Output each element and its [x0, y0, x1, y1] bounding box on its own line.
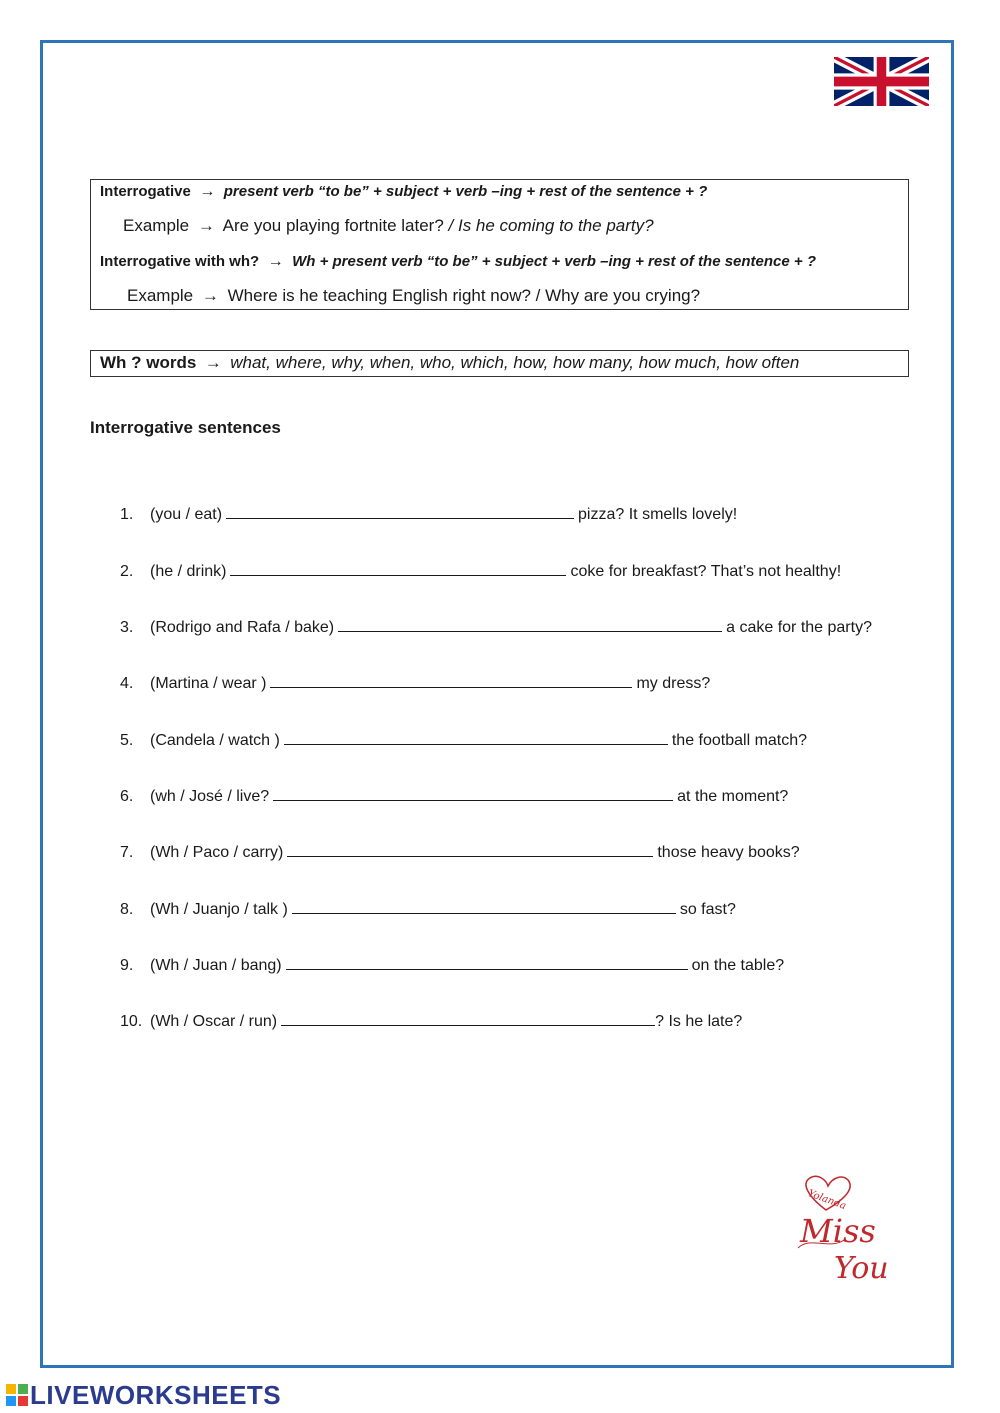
exercise-item — [120, 955, 784, 975]
answer-blank[interactable] — [281, 1011, 655, 1026]
exercise-ending: on the table? — [691, 957, 785, 974]
arrow-icon: → — [204, 353, 222, 372]
signature-line1: Miss — [800, 1212, 876, 1250]
exercise-item — [120, 842, 800, 862]
wh-words-title: Wh ? words — [100, 353, 197, 372]
exercise-number: 6. — [120, 788, 134, 805]
answer-blank[interactable] — [287, 842, 653, 857]
interrogative-wh-title: Interrogative with wh? — [100, 253, 260, 270]
exercise-ending: pizza? It smells lovely! — [578, 506, 738, 523]
exercise-prompt: (Candela / watch ) — [150, 732, 280, 749]
exercise-prompt: (Wh / Paco / carry) — [150, 844, 284, 861]
answer-blank[interactable] — [226, 504, 574, 519]
interrogative-example — [123, 216, 654, 236]
wh-words-list: what, where, why, when, who, which, how, how many, how much, how often — [230, 353, 800, 372]
interrogative-title: Interrogative — [100, 183, 191, 200]
exercise-ending: at the moment? — [677, 788, 789, 805]
exercise-number: 7. — [120, 844, 134, 861]
exercise-number: 3. — [120, 619, 134, 636]
exercise-number: 9. — [120, 957, 134, 974]
exercise-prompt: (Wh / Juan / bang) — [150, 957, 282, 974]
exercise-prompt: (Wh / Juanjo / talk ) — [150, 901, 288, 918]
exercise-prompt: (wh / José / live? — [150, 788, 270, 805]
section-title: Interrogative sentences — [90, 418, 281, 437]
example-text-italic: / Is he coming to the party? — [448, 216, 654, 235]
answer-blank[interactable] — [292, 899, 676, 914]
wh-words-box — [90, 350, 909, 377]
interrogative-rule — [100, 183, 707, 201]
arrow-icon: → — [199, 183, 216, 200]
uk-flag-icon — [834, 57, 929, 106]
arrow-icon: → — [267, 253, 284, 270]
exercise-number: 5. — [120, 732, 134, 749]
grammar-rule-box — [90, 179, 909, 310]
exercise-item — [120, 730, 807, 750]
answer-blank[interactable] — [270, 673, 632, 688]
arrow-icon: → — [197, 216, 215, 235]
example-label: Example — [123, 216, 190, 235]
interrogative-formula: present verb “to be” + subject + verb –ing + rest of the sentence + ? — [223, 183, 708, 200]
exercise-item — [120, 617, 872, 637]
exercise-item — [120, 786, 788, 806]
example-label: Example — [127, 286, 194, 305]
exercise-number: 1. — [120, 506, 134, 523]
exercise-prompt: (Martina / wear ) — [150, 675, 267, 692]
exercise-item — [120, 673, 710, 693]
exercise-ending: a cake for the party? — [726, 619, 872, 636]
exercise-ending: so fast? — [679, 901, 736, 918]
exercise-ending: those heavy books? — [657, 844, 800, 861]
exercise-item — [120, 899, 736, 919]
exercise-prompt: (Rodrigo and Rafa / bake) — [150, 619, 335, 636]
interrogative-wh-example — [127, 286, 700, 306]
exercise-ending: ? Is he late? — [655, 1013, 743, 1030]
answer-blank[interactable] — [286, 955, 688, 970]
interrogative-wh-rule — [100, 253, 816, 271]
exercise-item — [120, 1011, 742, 1031]
exercise-item — [120, 504, 737, 524]
signature-heart-logo — [790, 1170, 900, 1295]
exercise-prompt: (you / eat) — [150, 506, 223, 523]
liveworksheets-brand[interactable]: LIVEWORKSHEETS — [30, 1380, 282, 1410]
exercise-ending: my dress? — [636, 675, 711, 692]
exercise-ending: coke for breakfast? That’s not healthy! — [570, 563, 842, 580]
exercise-number: 2. — [120, 563, 134, 580]
arrow-icon: → — [201, 286, 219, 305]
example-text: Where is he teaching English right now? / Why are you crying? — [227, 286, 701, 305]
exercise-prompt: (he / drink) — [150, 563, 227, 580]
exercise-number: 10. — [120, 1013, 143, 1030]
example-text: Are you playing fortnite later? — [222, 216, 444, 235]
exercise-item — [120, 561, 841, 581]
liveworksheets-logo-icon — [6, 1384, 28, 1406]
exercise-number: 8. — [120, 901, 134, 918]
answer-blank[interactable] — [273, 786, 673, 801]
answer-blank[interactable] — [338, 617, 722, 632]
exercise-number: 4. — [120, 675, 134, 692]
answer-blank[interactable] — [284, 730, 668, 745]
interrogative-wh-formula: Wh + present verb “to be” + subject + verb –ing + rest of the sentence + ? — [292, 253, 816, 270]
signature-line2: You — [834, 1251, 889, 1286]
answer-blank[interactable] — [230, 561, 566, 576]
exercise-prompt: (Wh / Oscar / run) — [150, 1013, 278, 1030]
exercise-ending: the football match? — [671, 732, 808, 749]
signature-name: Yolanda — [806, 1188, 848, 1213]
